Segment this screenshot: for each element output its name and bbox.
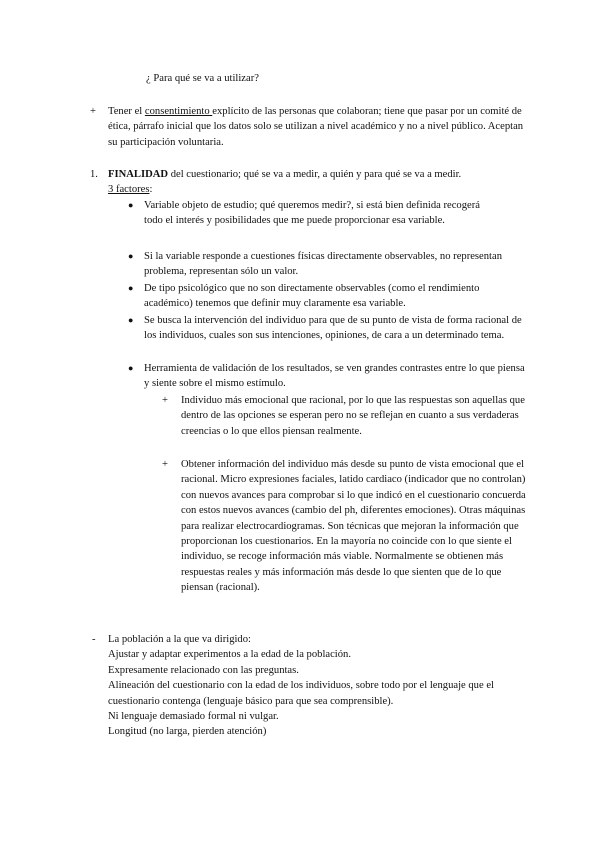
consent-pre: Tener el (108, 106, 145, 117)
section-heading: ¿ Para qué se va a utilizar? (146, 73, 259, 84)
consent-paragraph (108, 104, 528, 150)
bullet-icon: ● (128, 315, 134, 325)
finalidad-line (108, 167, 528, 182)
bullet-icon: ● (128, 283, 134, 293)
plus-icon: + (162, 459, 168, 470)
poblacion-line: Longitud (no larga, pierden atención) (108, 726, 267, 738)
poblacion-line: Ni lenguaje demasiado formal ni vulgar. (108, 711, 279, 723)
factores-line (108, 182, 152, 197)
factores-label: 3 factores (108, 184, 150, 195)
sub-list-item: Individuo más emocional que racional, por lo que las respuestas son aquellas que dentro de las opciones se esperan pero no se reflejan en cuanto a sus verdaderas creencias o lo que ellos piensan realmente. (181, 395, 525, 437)
bullet-icon: ● (128, 251, 134, 261)
list-item: Se busca la intervención del individuo para que de su punto de vista de forma racional de los individuos, cuales son sus intenciones, opiniones, de cara a un determinado tema. (144, 315, 522, 342)
poblacion-line: Alineación del cuestionario con la edad de los individuos, sobre todo por el lenguaje que el cuestionario contenga (lenguaje básico para que sea comprensible). (108, 680, 494, 707)
list-item: Si la variable responde a cuestiones físicas directamente observables, no representan problema, representan sólo un valor. (144, 251, 502, 278)
sub-list-item: Obtener información del individuo más desde su punto de vista emocional que el racional. Micro expresiones faciales, latido cardiaco (indicador que no controlan) con nuevos avances para comprobar si lo que indicó en el cuestionario concuerda con estos nuevos avances (cambio del ph, diferentes emociones). Otras máquinas para realizar electrocardiogramas. Son técnicas que mejoran la información que proporcionan los cuestionarios. En la mayoría no coincide con lo que siente el individuo, se recoge información más viable. Normalmente se obtienen más respuestas reales y más información más desde lo que sienten que de lo que piensan (racional). (181, 459, 526, 594)
consent-underlined: consentimiento (144, 106, 213, 117)
dash-marker: - (92, 634, 96, 645)
list-item: Herramienta de validación de los resultados, se ven grandes contrastes entre lo que piensa y siente sobre el mismo estímulo. (144, 363, 525, 390)
list-item: De tipo psicológico que no son directamente observables (como el rendimiento académico) tenemos que definir muy claramente esa variable. (144, 283, 480, 310)
bullet-icon: ● (128, 200, 134, 210)
bullet-icon: ● (128, 363, 134, 373)
finalidad-rest: del cuestionario; qué se va a medir, a quién y para qué se va a medir. (168, 169, 462, 180)
plus-marker: + (90, 106, 96, 117)
consent-post: explícito de las personas que colaboran; tiene que pasar por un comité de ética, párrafo inicial que los datos solo se utilizan a nivel académico y no a nivel público. Aceptan su participación voluntaria. (108, 106, 524, 148)
finalidad-bold: FINALIDAD (108, 169, 169, 180)
poblacion-line: Ajustar y adaptar experimentos a la edad de la población. (108, 649, 351, 661)
factores-colon: : (149, 184, 153, 195)
poblacion-line: La población a la que va dirigido: (108, 634, 251, 645)
poblacion-line: Expresamente relacionado con las preguntas. (108, 664, 299, 676)
list-item: Variable objeto de estudio; qué queremos medir?, si está bien definida recogerá todo el interés y posibilidades que me puede proporcionar esa variable. (144, 200, 480, 227)
plus-icon: + (162, 395, 168, 406)
poblacion-block (108, 632, 528, 740)
list-number: 1. (90, 169, 98, 180)
